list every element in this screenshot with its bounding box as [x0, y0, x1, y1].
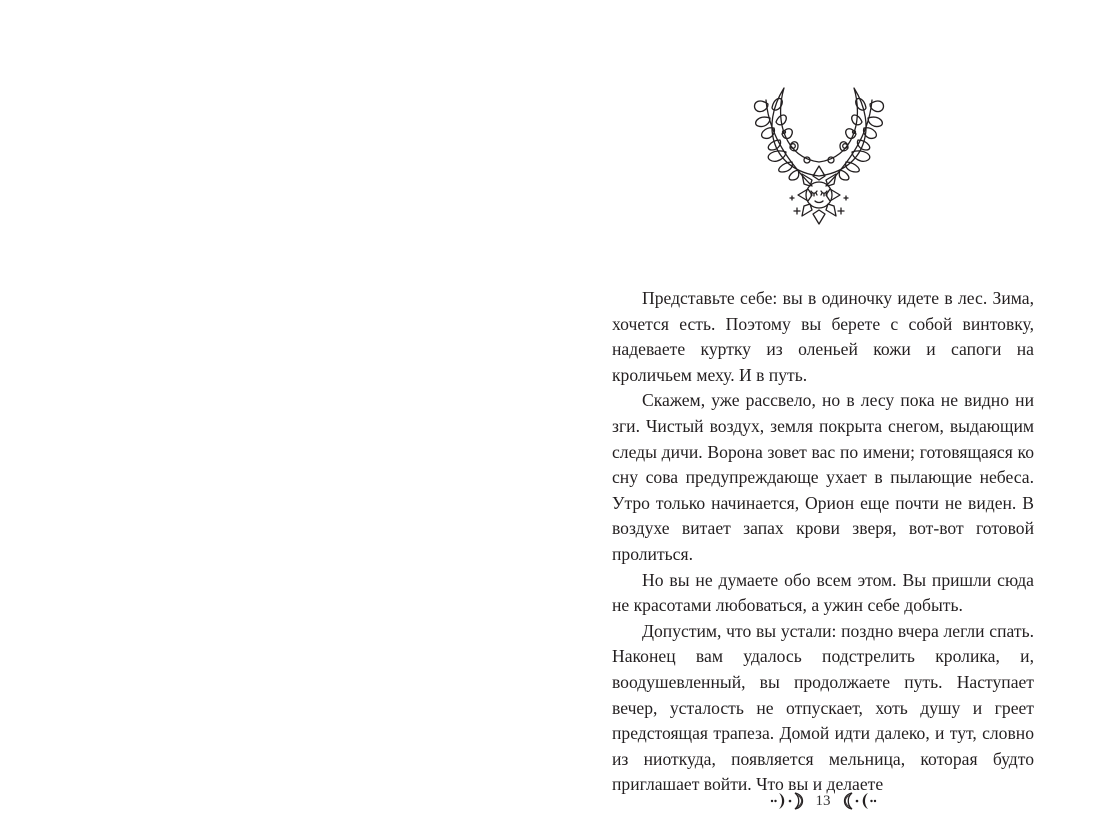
waxing-moon-dots-icon	[770, 791, 810, 811]
page-footer-folio	[763, 790, 883, 812]
body-text	[612, 286, 1034, 798]
paragraph: Но вы не думаете обо всем этом. Вы пришли сюда не красотами любоваться, а ужин себе добыть.	[612, 569, 1034, 616]
paragraph: Допустим, что вы устали: поздно вчера легли спать. Наконец вам удалось подстрелить кролика, и, воодушевленный, вы продолжаете путь. Наступает вечер, усталость не отпускает, хоть душу и греет предстоящая трапеза. Домой идти далеко, и тут, словно из ниоткуда, появляется мельница, которая будто приглашает войти. Что вы и делаете	[612, 620, 1034, 795]
crescent-moon-sun-ornament-icon	[746, 84, 892, 228]
paragraph: Скажем, уже рассвело, но в лесу пока не видно ни зги. Чистый воздух, земля покрыта снегом, выдающим следы дичи. Ворона зовет вас по имени; готовящаяся ко сну сова предупреждающе ухает в пылающие небеса. Утро только начинается, Орион еще почти не виден. В воздухе витает запах крови зверя, вот-вот готовой пролиться.	[612, 390, 1034, 564]
page-number: 13	[815, 792, 831, 809]
paragraph: Представьте себе: вы в одиночку идете в лес. Зима, хочется есть. Поэтому вы берете с собой винтовку, надеваете куртку из оленьей кожи и сапоги на кроличьем меху. И в путь.	[612, 288, 1034, 385]
waning-moon-dots-icon	[837, 791, 877, 811]
right-page	[550, 0, 1100, 836]
